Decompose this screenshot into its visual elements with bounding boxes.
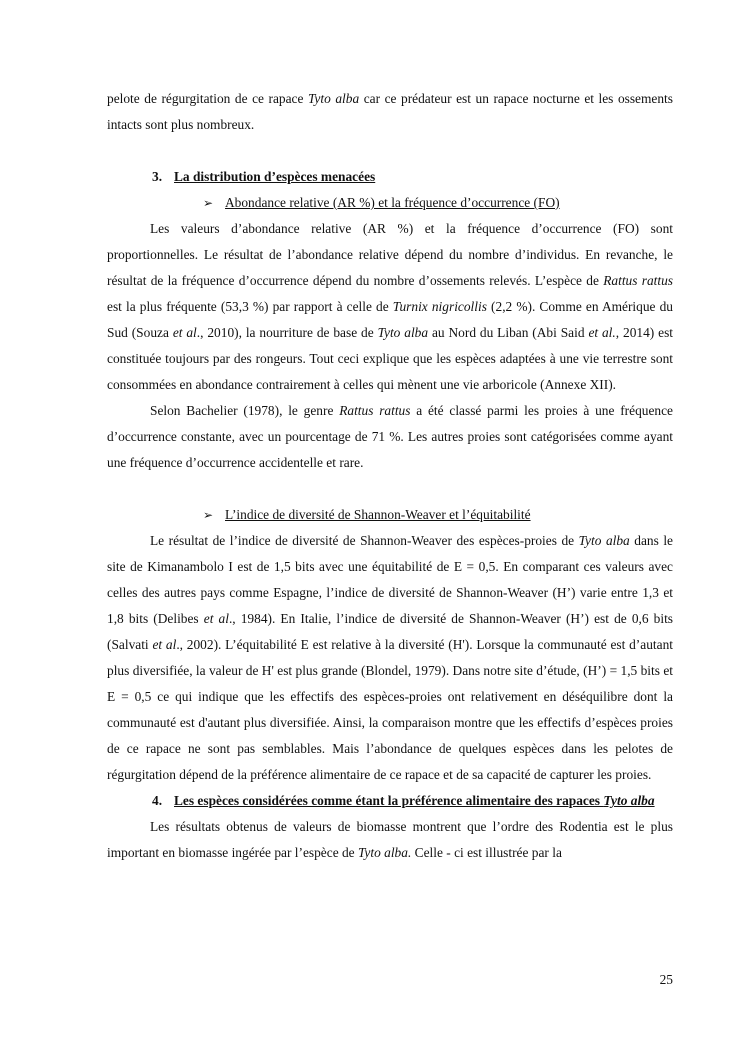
paragraph-shannon: Le résultat de l’indice de diversité de Shannon-Weaver des espèces-proies de Tyto alba dans le site de Kimanambolo I est de 1,5 bits avec une équitabilité de E = 0,5. En comparant ces valeurs avec celles des autres pays comme Espagne, l’indice de diversité de Shannon-Weaver (H’) varie entre 1,3 et 1,8 bits (Delibes et al., 1984). En Italie, l’indice de diversité de Shannon-Weaver (H’) est de 0,6 bits (Salvati et al., 2002). L’équitabilité E est relative à la diversité (H'). Lorsque la communauté est d’autant plus diversifiée, la valeur de H' est plus grande (Blondel, 1979). Dans notre site d’étude, (H’) = 1,5 bits et E = 0,5 ce qui indique que les effectifs des espèces-proies ont relativement en déséquilibre dont la communauté est d'autant plus diversifiée. Ainsi, la comparaison montre que les effectifs d’espèces proies de ce rapace ne sont pas semblables. Mais l’abondance de quelques espèces dans les pelotes de régurgitation dépend de la préférence alimentaire de ce rapace et de sa capacité de capturer les proies. [107,533,674,782]
section-4-heading: 4. Les espèces considérées comme étant la préférence alimentaire des rapaces Tyto alba [152,793,655,808]
paragraph-biomasse: Les résultats obtenus de valeurs de biomasse montrent que l’ordre des Rodentia est le plus important en biomasse ingérée par l’espèce de Tyto alba. Celle - ci est illustrée par la [107,819,673,860]
arrow-bullet-icon: ➢ [203,508,214,522]
paragraph-abondance: Les valeurs d’abondance relative (AR %) et la fréquence d’occurrence (FO) sont proportionnelles. Le résultat de l’abondance relative dépend du nombre d’individus. En revanche, le résultat de la fréquence d’occurrence dépend du nombre d’ossements relevés. L’espèce de Rattus rattus est la plus fréquente (53,3 %) par rapport à celle de Turnix nigricollis (2,2 %). Comme en Amérique du Sud (Souza et al., 2010), la nourriture de base de Tyto alba au Nord du Liban (Abi Said et al., 2014) est constituée toujours par des rongeurs. Tout ceci explique que les espèces adaptées à une vie terrestre sont consommées en abondance contrairement à celles qui mènent une vie arboricole (Annexe XII). [107,221,674,392]
paragraph-bachelier: Selon Bachelier (1978), le genre Rattus rattus a été classé parmi les proies à une fréquence d’occurrence constante, avec un pourcentage de 71 %. Les autres proies sont catégorisées comme ayant une fréquence d’occurrence accidentelle et rare. [107,403,673,470]
body-text [107,86,673,866]
section-3-heading: 3. La distribution d’espèces menacées [152,169,376,184]
paragraph-intro: pelote de régurgitation de ce rapace Tyto alba car ce prédateur est un rapace nocturne et les ossements intacts sont plus nombreux. [107,91,673,132]
page-number: 25 [659,972,673,987]
subsection-shannon-heading: ➢ L’indice de diversité de Shannon-Weaver et l’équitabilité [203,502,673,528]
arrow-bullet-icon: ➢ [203,196,214,210]
subsection-abondance-heading: ➢ Abondance relative (AR %) et la fréquence d’occurrence (FO) [203,190,673,216]
